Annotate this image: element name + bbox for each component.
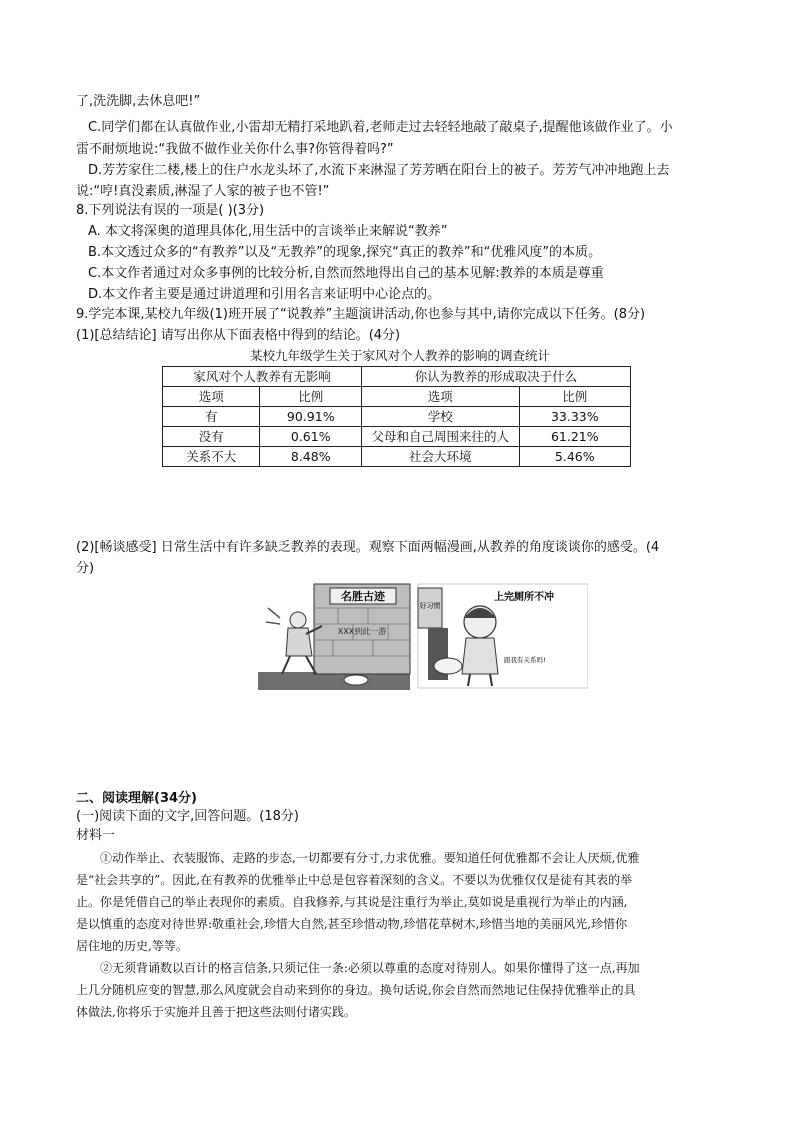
scenic-sign-text: 名胜古迹: [341, 590, 385, 603]
table-cell: 33.33%: [519, 407, 630, 427]
table-col-option: 选项: [163, 387, 260, 407]
option-d-line1: D.芳芳家住二楼,楼上的住户水龙头坏了,水流下来淋湿了芳芳晒在阳台上的被子。芳芳气冲冲地跑上去: [88, 163, 670, 178]
table-cell: 0.61%: [260, 427, 362, 447]
question-8-option-b: B.本文透过众多的“有教养”以及“无教养”的现象,探究“真正的教养”和“优雅风度”的本质。: [88, 245, 602, 260]
survey-table: [162, 366, 631, 467]
cartoon-graffiti: [258, 584, 410, 690]
table-col-ratio: 比例: [519, 387, 630, 407]
material-label: 材料一: [76, 828, 116, 843]
option-c-line2: 雷不耐烦地说:“我做不做作业关你什么事?你管得着吗?”: [76, 142, 394, 157]
paragraph-1-line4: 是以慎重的态度对待世界:敬重社会,珍惜大自然,甚至珍惜动物,珍惜花草树木,珍惜当地的美丽风光,珍惜你: [76, 917, 628, 931]
table-subheader-row: [163, 387, 631, 407]
person-head: [290, 612, 306, 628]
table-cell: 有: [163, 407, 260, 427]
question-9-part-2-line2: 分): [76, 561, 95, 576]
paragraph-2-line3: 体做法,你将乐于实施并且善于把这些法则付诸实践。: [76, 1005, 356, 1019]
toilet-bowl: [434, 658, 462, 674]
question-9: 9.学完本课,某校九年级(1)班开展了“说教养”主题演讲活动,你也参与其中,请你完成以下任务。(8分): [76, 307, 646, 322]
question-8-option-a: A. 本文将深奥的道理具体化,用生活中的言谈举止来解说“教养”: [88, 224, 448, 239]
ground-shadow: [258, 672, 410, 690]
cartoon-illustrations: [258, 578, 588, 690]
table-row: [163, 447, 631, 467]
boy-speech: 跟我有关系吗!: [504, 656, 546, 664]
paragraph-2-line1: ②无须背诵数以百计的格言信条,只须记住一条:必须以尊重的态度对待别人。如果你懂得了这一点,再加: [100, 961, 640, 975]
table-cell: 5.46%: [519, 447, 630, 467]
question-9-part-2-line1: (2)[畅谈感受] 日常生活中有许多缺乏教养的表现。观察下面两幅漫画,从教养的角度谈谈你的感受。(4: [76, 540, 660, 555]
paragraph-1-line3: 止。你是凭借自己的举止表现你的素质。自我修养,与其说是注重行为举止,莫如说是重视行为举止的内涵,: [76, 895, 628, 909]
question-9-part-1: (1)[总结结论] 请写出你从下面表格中得到的结论。(4分): [76, 328, 401, 343]
section-2-subtitle: (一)阅读下面的文字,回答问题。(18分): [76, 809, 299, 824]
section-2-title: 二、阅读理解(34分): [76, 791, 197, 806]
boy-body: [462, 638, 498, 674]
option-c-line1: C.同学们都在认真做作业,小雷却无精打采地趴着,老师走过去轻轻地敲了敲桌子,提醒他该做作业了。小: [88, 120, 673, 135]
paragraph-2-line2: 上几分随机应变的智慧,那么风度就会自动来到你的身边。换句话说,你会自然而然地记住保持优雅举止的具: [76, 983, 636, 997]
table-col-ratio: 比例: [260, 387, 362, 407]
table-cell: 父母和自己周围来往的人: [362, 427, 520, 447]
table-header-left: 家风对个人教养有无影响: [163, 367, 362, 387]
graffiti-text: XXX到此一游: [337, 627, 387, 636]
table-cell: 8.48%: [260, 447, 362, 467]
table-cell: 没有: [163, 427, 260, 447]
option-b-tail: 了,洗洗脚,去休息吧!”: [76, 94, 201, 109]
table-caption: 某校九年级学生关于家风对个人教养的影响的调查统计: [249, 348, 550, 363]
option-d-line2: 说:“哼!真没素质,淋湿了人家的被子也不管!”: [76, 184, 330, 199]
table-cell: 61.21%: [519, 427, 630, 447]
table-cell: 社会大环境: [362, 447, 520, 467]
paragraph-1-line2: 是“社会共享的”。因此,在有教养的优雅举止中总是包容着深刻的含义。不要以为优雅仅仅是徒有其表的举: [76, 873, 633, 887]
paragraph-1-line5: 居住地的历史,等等。: [76, 939, 188, 953]
table-cell: 90.91%: [260, 407, 362, 427]
question-8-option-d: D.本文作者主要是通过讲道理和引用名言来证明中心论点的。: [88, 287, 441, 302]
toilet-caption: 上完厕所不冲: [494, 592, 554, 603]
cartoon-toilet: [418, 584, 588, 688]
table-row: [163, 407, 631, 427]
spray-can: [266, 608, 280, 624]
table-col-option: 选项: [362, 387, 520, 407]
paragraph-1-line1: ①动作举止、衣装服饰、走路的步态,一切都要有分寸,力求优雅。要知道任何优雅都不会让人厌烦,优雅: [100, 851, 640, 865]
table-cell: 关系不大: [163, 447, 260, 467]
question-8: 8.下列说法有误的一项是( )(3分): [76, 203, 265, 218]
litter: [344, 675, 368, 685]
question-8-option-c: C.本文作者通过对众多事例的比较分析,自然而然地得出自己的基本见解:教养的本质是尊重: [88, 266, 604, 281]
side-tag-text: 好习惯: [419, 602, 441, 610]
table-header-row: [163, 367, 631, 387]
table-header-right: 你认为教养的形成取决于什么: [362, 367, 631, 387]
person-legs: [282, 656, 316, 674]
table-row: [163, 427, 631, 447]
table-cell: 学校: [362, 407, 520, 427]
